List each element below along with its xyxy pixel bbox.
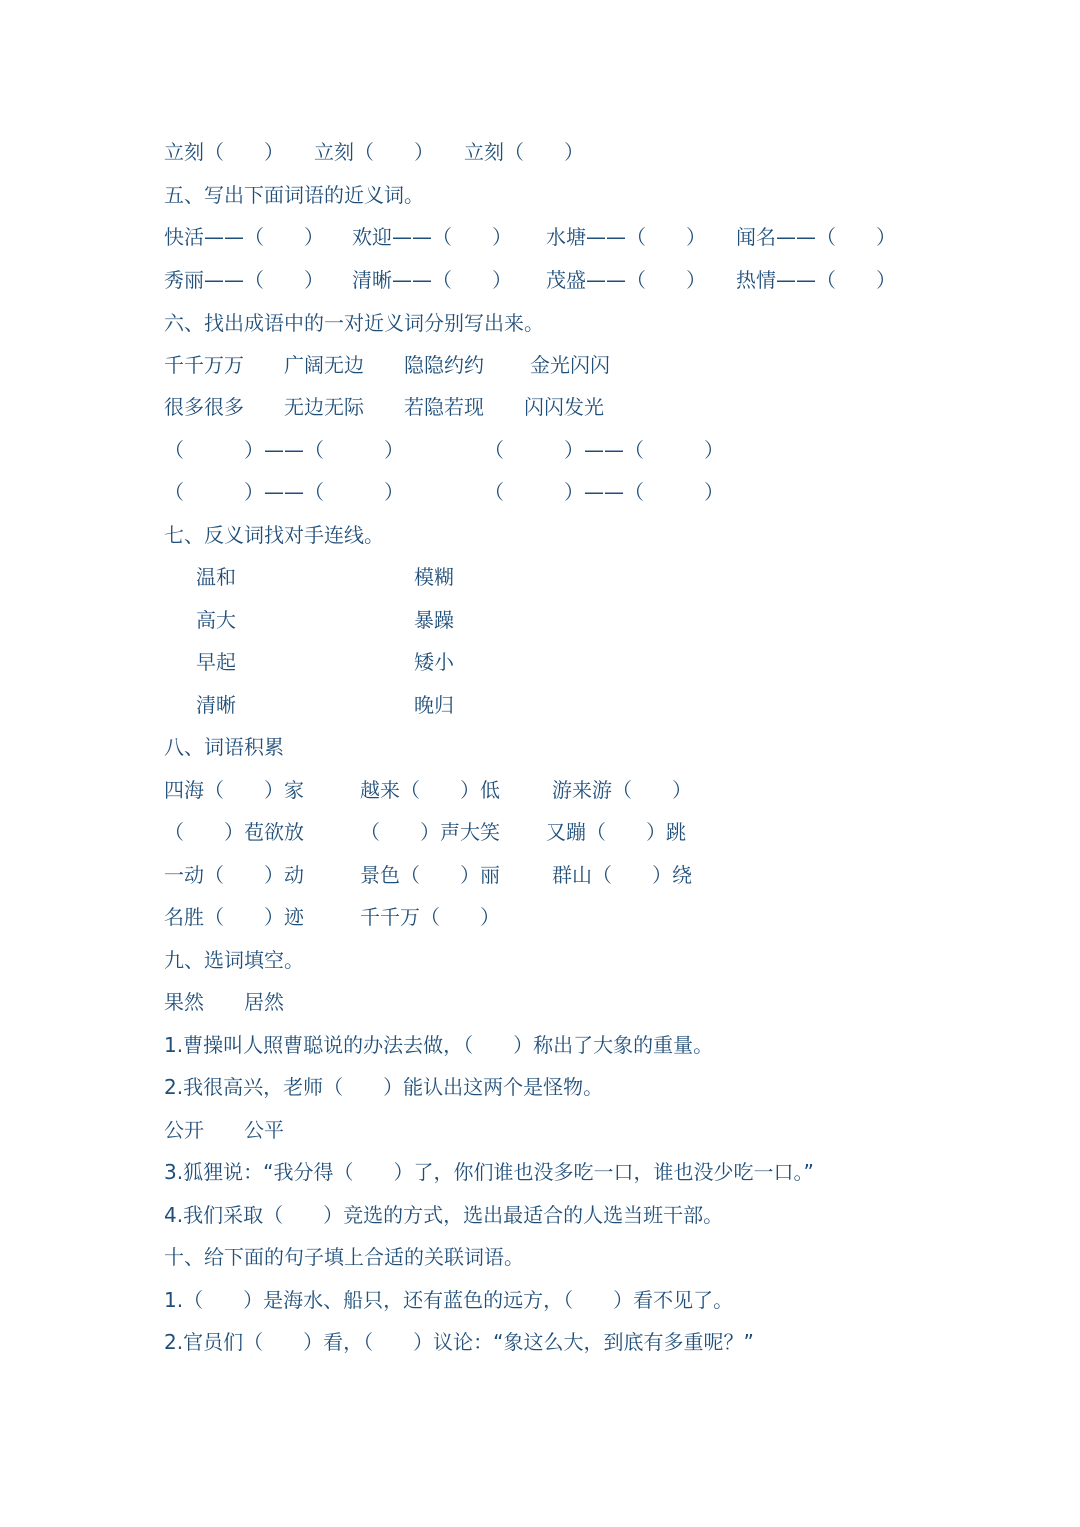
s6-idiom: 金光闪闪 xyxy=(530,353,610,377)
s6-blank-pair: （ ）——（ ） xyxy=(484,438,724,462)
s7-right-word: 矮小 xyxy=(414,650,454,674)
section-8-title: 八、词语积累 xyxy=(164,735,284,759)
s5-item: 秀丽——（ ） xyxy=(164,268,324,292)
s8-item: （ ）苞欲放 xyxy=(164,820,304,844)
s9-question: 4.我们采取（ ）竞选的方式，选出最适合的人选当班干部。 xyxy=(164,1203,724,1227)
s7-right-word: 模糊 xyxy=(414,565,454,589)
s6-idiom: 广阔无边 xyxy=(284,353,364,377)
s6-idiom: 隐隐约约 xyxy=(404,353,484,377)
s6-idiom: 无边无际 xyxy=(284,395,364,419)
s5-item: 热情——（ ） xyxy=(736,268,896,292)
section-10-title: 十、给下面的句子填上合适的关联词语。 xyxy=(164,1245,524,1269)
s8-item: 游来游（ ） xyxy=(552,778,692,802)
s8-item: 又蹦（ ）跳 xyxy=(546,820,686,844)
s7-left-word: 清晰 xyxy=(196,693,236,717)
s5-item: 快活——（ ） xyxy=(164,225,324,249)
s6-idiom: 很多很多 xyxy=(164,395,244,419)
s6-blank-pair: （ ）——（ ） xyxy=(484,480,724,504)
section-6-title: 六、找出成语中的一对近义词分别写出来。 xyxy=(164,311,544,335)
s5-item: 水塘——（ ） xyxy=(546,225,706,249)
s5-item: 欢迎——（ ） xyxy=(352,225,512,249)
section-9-title: 九、选词填空。 xyxy=(164,948,304,972)
s8-item: 名胜（ ）迹 xyxy=(164,905,304,929)
s9-question: 3.狐狸说：“我分得（ ）了，你们谁也没多吃一口，谁也没少吃一口。” xyxy=(164,1160,814,1184)
s8-item: 越来（ ）低 xyxy=(360,778,500,802)
s10-question: 2.官员们（ ）看，（ ）议论：“象这么大，到底有多重呢？” xyxy=(164,1330,754,1354)
s9-word-choices: 果然 居然 xyxy=(164,990,284,1014)
s8-item: 一动（ ）动 xyxy=(164,863,304,887)
line-lik: 立刻（ ） 立刻（ ） 立刻（ ） xyxy=(164,140,584,164)
s7-left-word: 高大 xyxy=(196,608,236,632)
s7-right-word: 晚归 xyxy=(414,693,454,717)
s9-word-choices: 公开 公平 xyxy=(164,1118,284,1142)
s6-blank-pair: （ ）——（ ） xyxy=(164,480,404,504)
s6-idiom: 闪闪发光 xyxy=(524,395,604,419)
s8-item: 千千万（ ） xyxy=(360,905,500,929)
s6-idiom: 若隐若现 xyxy=(404,395,484,419)
s9-question: 2.我很高兴，老师（ ）能认出这两个是怪物。 xyxy=(164,1075,604,1099)
s5-item: 清晰——（ ） xyxy=(352,268,512,292)
s9-question: 1.曹操叫人照曹聪说的办法去做，（ ）称出了大象的重量。 xyxy=(164,1033,714,1057)
s8-item: 群山（ ）绕 xyxy=(552,863,692,887)
s8-item: （ ）声大笑 xyxy=(360,820,500,844)
s7-left-word: 温和 xyxy=(196,565,236,589)
s6-blank-pair: （ ）——（ ） xyxy=(164,438,404,462)
section-5-title: 五、写出下面词语的近义词。 xyxy=(164,183,424,207)
s10-question: 1.（ ）是海水、船只，还有蓝色的远方，（ ）看不见了。 xyxy=(164,1288,734,1312)
section-7-title: 七、反义词找对手连线。 xyxy=(164,523,384,547)
s8-item: 四海（ ）家 xyxy=(164,778,304,802)
s7-right-word: 暴躁 xyxy=(414,608,454,632)
s7-left-word: 早起 xyxy=(196,650,236,674)
s5-item: 闻名——（ ） xyxy=(736,225,896,249)
s8-item: 景色（ ）丽 xyxy=(360,863,500,887)
s5-item: 茂盛——（ ） xyxy=(546,268,706,292)
s6-idiom: 千千万万 xyxy=(164,353,244,377)
